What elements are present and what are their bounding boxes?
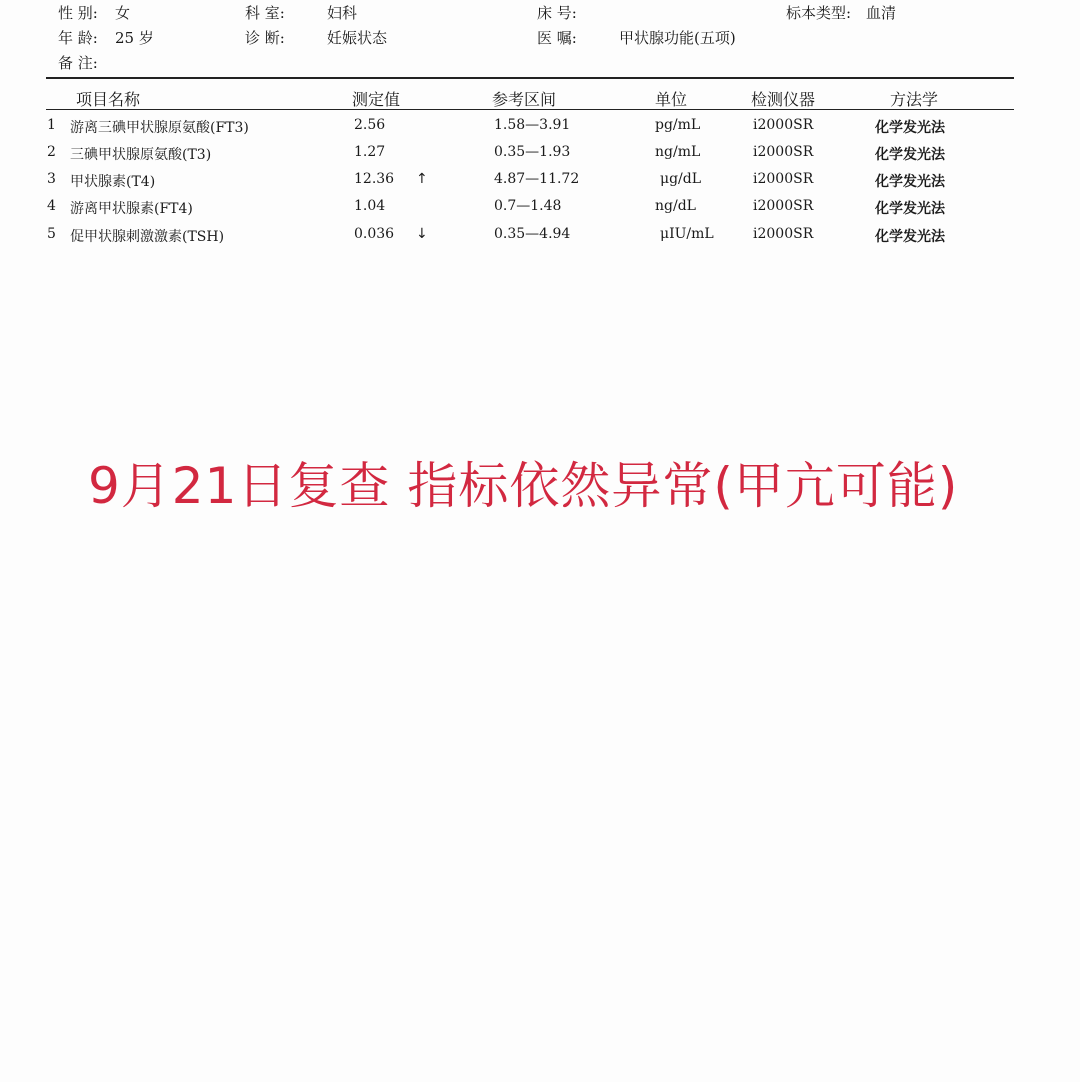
- col-header-name: 项目名称: [76, 90, 141, 109]
- gender-value: 女: [115, 4, 131, 22]
- result-value: 0.036: [354, 226, 395, 242]
- diagnosis-label: 诊 断:: [245, 29, 285, 47]
- method: 化学发光法: [875, 147, 945, 163]
- reference-range: 4.87—11.72: [494, 171, 580, 187]
- col-header-value: 测定值: [352, 90, 401, 109]
- method: 化学发光法: [875, 120, 945, 136]
- result-value: 12.36: [354, 171, 395, 187]
- table-row: [0, 226, 1080, 250]
- row-number: 5: [47, 226, 56, 242]
- table-row: [0, 171, 1080, 195]
- age-value: 25 岁: [115, 29, 154, 47]
- table-row: [0, 117, 1080, 141]
- reference-range: 0.35—4.94: [494, 226, 571, 242]
- unit: pg/mL: [655, 117, 701, 133]
- abnormal-flag: ↑: [416, 171, 428, 187]
- method: 化学发光法: [875, 174, 945, 190]
- order-label: 医 嘱:: [537, 29, 577, 47]
- remark-label: 备 注:: [58, 54, 98, 72]
- instrument: i2000SR: [753, 117, 814, 133]
- item-name: 促甲状腺刺激激素(TSH): [70, 229, 225, 245]
- table-row: [0, 198, 1080, 222]
- gender-label: 性 别:: [58, 4, 98, 22]
- abnormal-flag: ↓: [416, 226, 428, 242]
- unit: μg/dL: [660, 171, 702, 187]
- dept-label: 科 室:: [245, 4, 285, 22]
- instrument: i2000SR: [753, 144, 814, 160]
- col-header-instrument: 检测仪器: [751, 90, 816, 109]
- order-value: 甲状腺功能(五项): [619, 29, 736, 47]
- result-value: 1.27: [354, 144, 386, 160]
- item-name: 甲状腺素(T4): [70, 174, 156, 190]
- annotation-text: 9月21日复查 指标依然异常(甲亢可能): [88, 457, 959, 515]
- specimen-label: 标本类型:: [786, 4, 852, 22]
- instrument: i2000SR: [753, 171, 814, 187]
- item-name: 游离三碘甲状腺原氨酸(FT3): [70, 120, 249, 136]
- bed-label: 床 号:: [537, 4, 577, 22]
- unit: ng/mL: [655, 144, 701, 160]
- result-value: 1.04: [354, 198, 386, 214]
- col-header-unit: 单位: [655, 90, 688, 109]
- result-value: 2.56: [354, 117, 386, 133]
- row-number: 3: [47, 171, 56, 187]
- method: 化学发光法: [875, 201, 945, 217]
- specimen-value: 血清: [866, 4, 897, 22]
- row-number: 4: [47, 198, 56, 214]
- row-number: 1: [47, 117, 56, 133]
- reference-range: 0.7—1.48: [494, 198, 562, 214]
- age-label: 年 龄:: [58, 29, 98, 47]
- reference-range: 1.58—3.91: [494, 117, 571, 133]
- instrument: i2000SR: [753, 226, 814, 242]
- unit: ng/dL: [655, 198, 696, 214]
- item-name: 游离甲状腺素(FT4): [70, 201, 193, 217]
- col-header-ref: 参考区间: [492, 90, 557, 109]
- diagnosis-value: 妊娠状态: [327, 29, 388, 47]
- row-number: 2: [47, 144, 56, 160]
- table-row: [0, 144, 1080, 168]
- unit: μIU/mL: [660, 226, 714, 242]
- method: 化学发光法: [875, 229, 945, 245]
- item-name: 三碘甲状腺原氨酸(T3): [70, 147, 212, 163]
- reference-range: 0.35—1.93: [494, 144, 571, 160]
- col-header-method: 方法学: [890, 90, 939, 109]
- instrument: i2000SR: [753, 198, 814, 214]
- dept-value: 妇科: [327, 4, 358, 22]
- table-top-rule: [46, 77, 1014, 79]
